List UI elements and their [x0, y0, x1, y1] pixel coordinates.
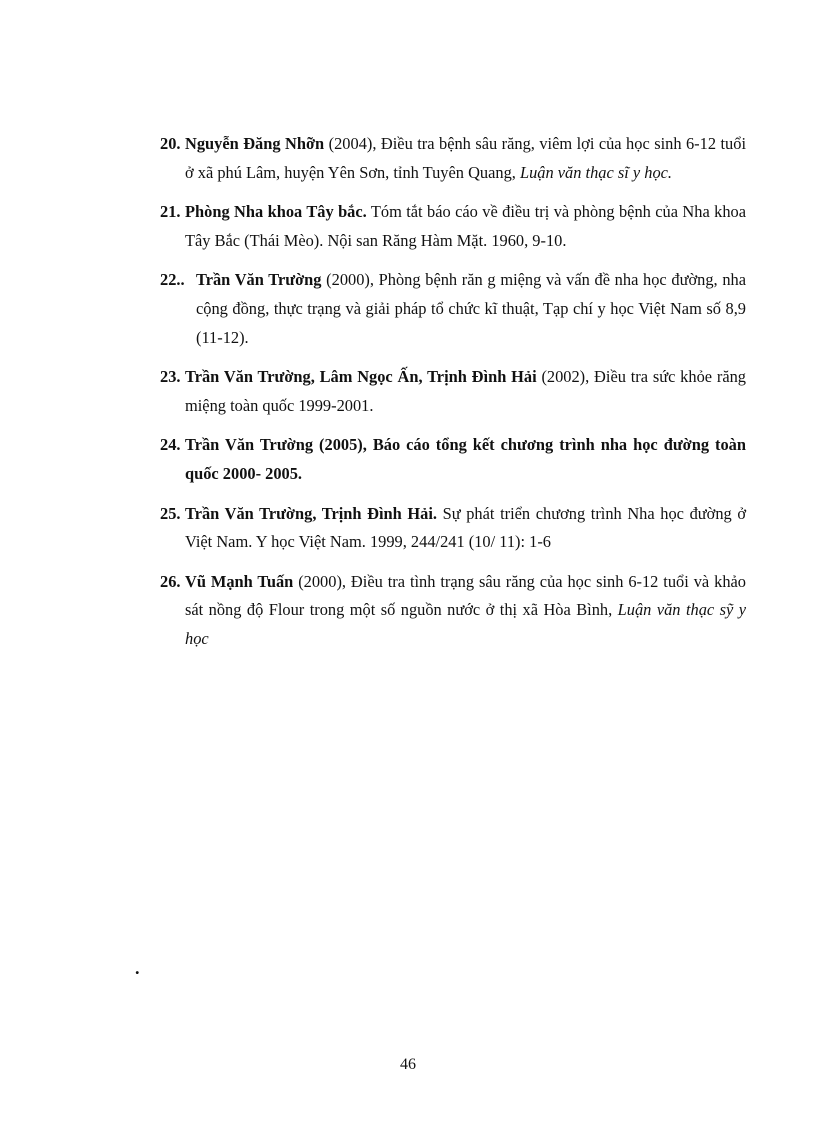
reference-item-21	[160, 198, 746, 255]
reference-authors: Trần Văn Trường, Trịnh Đình Hải.	[185, 503, 437, 523]
page-number: 46	[400, 1056, 416, 1073]
reference-details: Sự phát triển chương trình Nha học đường ở Việt Nam. Y học Việt Nam. 1999, 244/241 (10/ 11): 1-6	[185, 503, 746, 552]
reference-item-26	[160, 568, 746, 654]
reference-number: 22..	[160, 270, 185, 290]
stray-mark: .	[135, 958, 140, 978]
reference-number: 26.	[160, 571, 181, 591]
reference-authors: Nguyễn Đăng Nhỡn	[185, 134, 325, 153]
reference-details: Tóm tắt báo cáo về điều trị và phòng bệnh của Nha khoa Tây Bắc (Thái Mèo). Nội san Răng Hàm Mặt. 1960, 9-10.	[185, 202, 746, 250]
reference-item-24	[160, 431, 746, 488]
reference-number: 25.	[160, 503, 181, 523]
reference-authors: Vũ Mạnh Tuấn	[185, 571, 294, 591]
reference-details: (2000), Phòng bệnh răn g miệng và vấn đề nha học đường, nha cộng đồng, thực trạng và giải pháp tổ chức kĩ thuật, Tạp chí y học Việt Nam số 8,9 (11-12).	[196, 270, 746, 347]
reference-details: (2000), Điều tra tình trạng sâu răng của học sinh 6-12 tuổi và khảo sát nồng độ Flour trong một số nguồn nước ở thị xã Hòa Bình,	[185, 571, 746, 620]
reference-authors: Trần Văn Trường, Lâm Ngọc Ấn, Trịnh Đình Hải	[185, 367, 537, 387]
reference-item-20	[160, 130, 746, 187]
reference-item-23	[160, 363, 746, 420]
reference-number: 23.	[160, 367, 181, 387]
reference-italic-title: Luận văn thạc sĩ y học.	[519, 162, 673, 182]
reference-item-22	[160, 266, 746, 352]
reference-authors: Trần Văn Trường (2005), Báo cáo tổng kết chương trình nha học đường toàn quốc 2000- 2005.	[185, 435, 746, 483]
reference-italic-title: Luận văn thạc sỹ y học	[185, 600, 747, 648]
reference-number: 24.	[160, 435, 181, 455]
reference-number: 21.	[160, 202, 181, 222]
reference-item-25	[160, 500, 746, 557]
reference-list	[160, 130, 746, 665]
reference-details: (2002), Điều tra sức khỏe răng miệng toàn quốc 1999-2001.	[185, 367, 746, 415]
reference-number: 20.	[160, 134, 181, 153]
reference-authors: Phòng Nha khoa Tây bắc.	[185, 202, 367, 222]
reference-authors: Trần Văn Trường	[196, 270, 322, 290]
reference-details: (2004), Điều tra bệnh sâu răng, viêm lợi của học sinh 6-12 tuổi ở xã phú Lâm, huyện Yên Sơn, tỉnh Tuyên Quang,	[185, 134, 747, 182]
